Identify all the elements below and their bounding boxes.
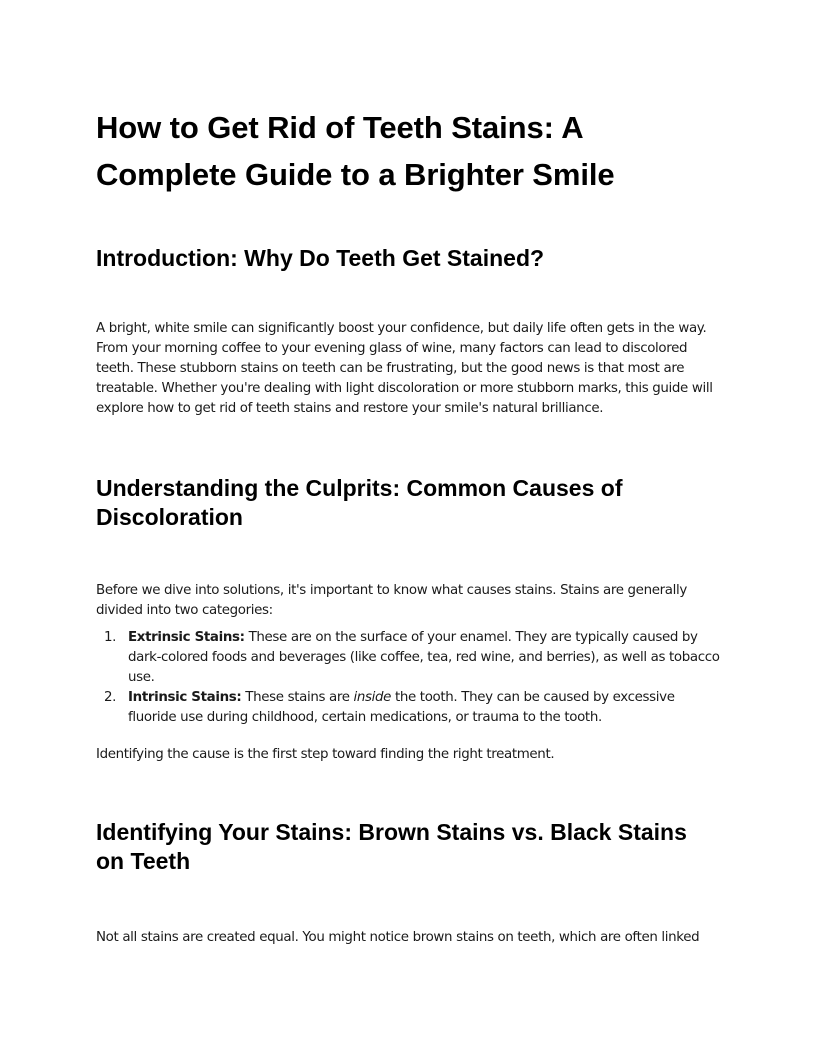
list-item-emphasis: inside <box>353 690 392 705</box>
list-item-label: Extrinsic Stains: <box>128 630 245 645</box>
list-number: 1. <box>104 630 117 645</box>
list-item <box>96 688 720 728</box>
list-number: 2. <box>104 690 117 705</box>
paragraph-causes-intro: Before we dive into solutions, it's important to know what causes stains. Stains are generally divided into two categories: <box>96 583 687 618</box>
paragraph-identifying: Not all stains are created equal. You might notice brown stains on teeth, which are often linked <box>96 930 700 945</box>
heading-identifying: Identifying Your Stains: Brown Stains vs. Black Stains on Teeth <box>96 819 687 874</box>
list-item-text: These stains are <box>241 690 354 705</box>
document-title: How to Get Rid of Teeth Stains: A Complete Guide to a Brighter Smile <box>96 110 615 192</box>
heading-causes: Understanding the Culprits: Common Causes of Discoloration <box>96 475 623 530</box>
list-item-label: Intrinsic Stains: <box>128 690 242 705</box>
paragraph-introduction: A bright, white smile can significantly boost your confidence, but daily life often gets in the way. From your morning coffee to your evening glass of wine, many factors can lead to discolored teeth. These stubborn stains on teeth can be frustrating, but the good news is that most are treatable. Whether you're dealing with light discoloration or more stubborn marks, this guide will explore how to get rid of teeth stains and restore your smile's natural brilliance. <box>96 321 713 416</box>
list-item <box>96 628 720 688</box>
list-item-text: the tooth. They can be caused by excessive fluoride use during childhood, certain medications, or trauma to the tooth. <box>128 690 675 725</box>
paragraph-causes-closing: Identifying the cause is the first step toward finding the right treatment. <box>96 747 555 762</box>
stain-types-list <box>96 628 720 728</box>
heading-introduction: Introduction: Why Do Teeth Get Stained? <box>96 245 545 271</box>
list-item-text: These are on the surface of your enamel. They are typically caused by dark-colored foods and beverages (like coffee, tea, red wine, and berries), as well as tobacco use. <box>128 630 720 685</box>
